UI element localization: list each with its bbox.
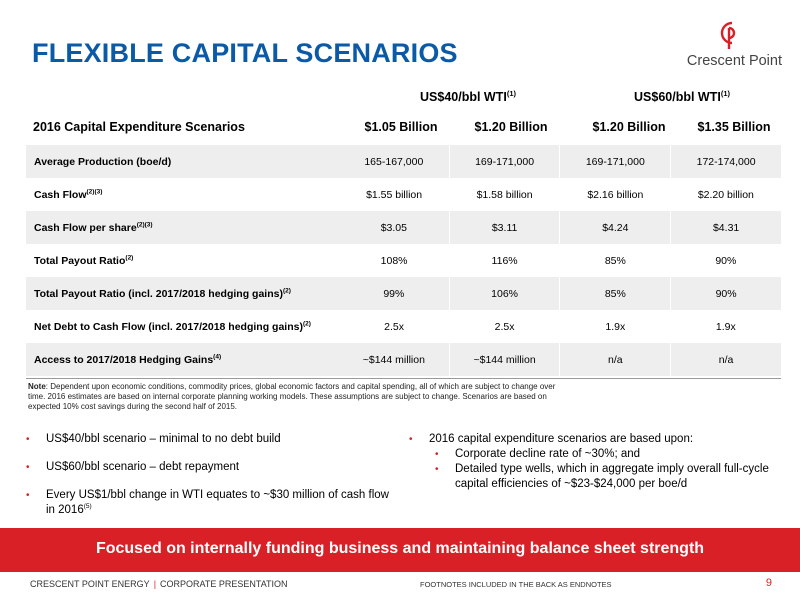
row-label: Net Debt to Cash Flow (incl. 2017/2018 hedging gains)$^{(2)}$	[34, 320, 311, 333]
company-logo	[662, 20, 782, 72]
row-label: Average Production (boe/d)	[26, 145, 339, 178]
table-cell: n/a	[671, 343, 781, 376]
table-cell: 172-174,000	[671, 145, 781, 178]
table-cell: 1.9x	[715, 320, 736, 333]
banner-text: Focused on internally funding business and maintaining balance sheet strength	[95, 540, 705, 557]
table-cell: n/a	[560, 343, 671, 376]
scenario-header-label: 2016 Capital Expenditure Scenarios	[33, 120, 245, 134]
table-cell: $2.20 billion	[697, 188, 754, 201]
table-cell: $1.58 billion	[476, 188, 533, 201]
table-cell: 90%	[715, 254, 737, 267]
bullet-list-right	[405, 432, 790, 492]
table-row	[26, 211, 781, 244]
table-cell: 116%	[491, 254, 518, 267]
table-cell: 2.5x	[384, 320, 405, 333]
footer-company-name: CRESCENT POINT ENERGY	[30, 579, 150, 589]
bullet-item: • 2016 capital expenditure scenarios are based upon:	[409, 433, 694, 445]
table-cell: $3.11	[449, 211, 560, 244]
key-message-banner	[0, 528, 800, 572]
table-cell: ~$144 million	[449, 343, 560, 376]
table-row	[26, 145, 781, 178]
table-row	[26, 277, 781, 310]
table-cell: 90%	[671, 277, 781, 310]
note-divider	[26, 378, 781, 379]
page-title: FLEXIBLE CAPITAL SCENARIOS	[32, 38, 458, 68]
scenario-header-row	[26, 114, 781, 142]
note-label: Note	[28, 382, 46, 391]
bullet-icon: •	[26, 434, 30, 445]
table-cell: ~$144 million	[339, 343, 449, 376]
group-header-label: US$40/bbl WTI	[420, 90, 507, 104]
table-cell: 85%	[560, 277, 671, 310]
bullet-list-left	[22, 432, 392, 531]
table-cell: $4.24	[560, 211, 671, 244]
row-label: Total Payout Ratio (incl. 2017/2018 hedging gains)$^{(2)}$	[26, 277, 339, 310]
bullet-item: • Every US$1/bbl change in WTI equates to ~$30 million of cash flow in 2016$^{(5)}$	[26, 489, 389, 516]
note-body: : Dependent upon economic conditions, commodity prices, global economic factors and capital spending, all of which are subject to change over time. 2016 estimates are based on internal corporate planning working models. These assumptions are subject to change. Scenarios are based on expected 10% cost savings during the second half of 2015.	[28, 382, 556, 411]
sub-bullet-item: • Detailed type wells, which in aggregate imply overall full-cycle capital efficiencies of ~$23-$24,000 per boe/d	[435, 463, 769, 490]
table-cell: $4.31	[671, 211, 781, 244]
table-cell: 169-171,000	[560, 145, 671, 178]
table-cell: 108%	[380, 254, 408, 267]
footnote-ref: (1)	[506, 88, 516, 98]
table-cell: 99%	[339, 277, 449, 310]
row-label: Total Payout Ratio$^{(2)}$	[34, 254, 134, 267]
bullet-icon: •	[26, 462, 30, 473]
crescent-point-logo-icon	[716, 20, 742, 50]
group-header-40	[398, 90, 538, 104]
table-row	[26, 343, 781, 376]
scenario-value: $1.05 Billion	[364, 120, 438, 134]
table-cell: $1.55 billion	[366, 188, 423, 201]
row-label: Cash Flow$^{(2)(3)}$	[34, 188, 103, 201]
bullet-item: • US$60/bbl scenario – debt repayment	[26, 461, 240, 473]
group-header-label: US$60/bbl WTI	[634, 90, 721, 104]
footer-section: CORPORATE PRESENTATION	[160, 579, 288, 589]
scenario-value: $1.20 Billion	[592, 120, 666, 134]
sub-bullet-item: • Corporate decline rate of ~30%; and	[435, 448, 641, 460]
table-row	[26, 178, 781, 211]
page-number: 9	[765, 577, 772, 589]
note-text	[28, 382, 568, 412]
table-cell: 165-167,000	[339, 145, 449, 178]
table-cell: $2.16 billion	[587, 188, 644, 201]
table-cell: 106%	[449, 277, 560, 310]
bullet-icon: •	[435, 464, 439, 475]
table-cell: 85%	[604, 254, 626, 267]
bullet-icon: •	[409, 434, 413, 445]
bullet-icon: •	[435, 449, 439, 460]
table-row	[26, 244, 781, 277]
group-header-60	[612, 90, 752, 104]
logo-text: Crescent Point	[686, 53, 782, 69]
row-label: Cash Flow per share$^{(2)(3)}$	[26, 211, 339, 244]
scenario-value: $1.35 Billion	[697, 120, 771, 134]
footnote-ref: (1)	[720, 88, 730, 98]
table-row	[26, 310, 781, 343]
table-cell: 169-171,000	[449, 145, 560, 178]
bullet-icon: •	[26, 490, 30, 501]
footer-company	[30, 579, 288, 589]
table-cell: 1.9x	[605, 320, 626, 333]
footer-separator: |	[153, 579, 157, 589]
scenario-table	[26, 145, 781, 376]
table-cell: $3.05	[339, 211, 449, 244]
row-label: Access to 2017/2018 Hedging Gains$^{(4)}$	[26, 343, 339, 376]
bullet-item: • US$40/bbl scenario – minimal to no debt build	[26, 433, 281, 445]
footer-endnotes: FOOTNOTES INCLUDED IN THE BACK AS ENDNOTES	[420, 580, 612, 589]
footnote-ref: (5)	[83, 503, 92, 511]
table-cell: 2.5x	[494, 320, 515, 333]
scenario-value: $1.20 Billion	[474, 120, 548, 134]
